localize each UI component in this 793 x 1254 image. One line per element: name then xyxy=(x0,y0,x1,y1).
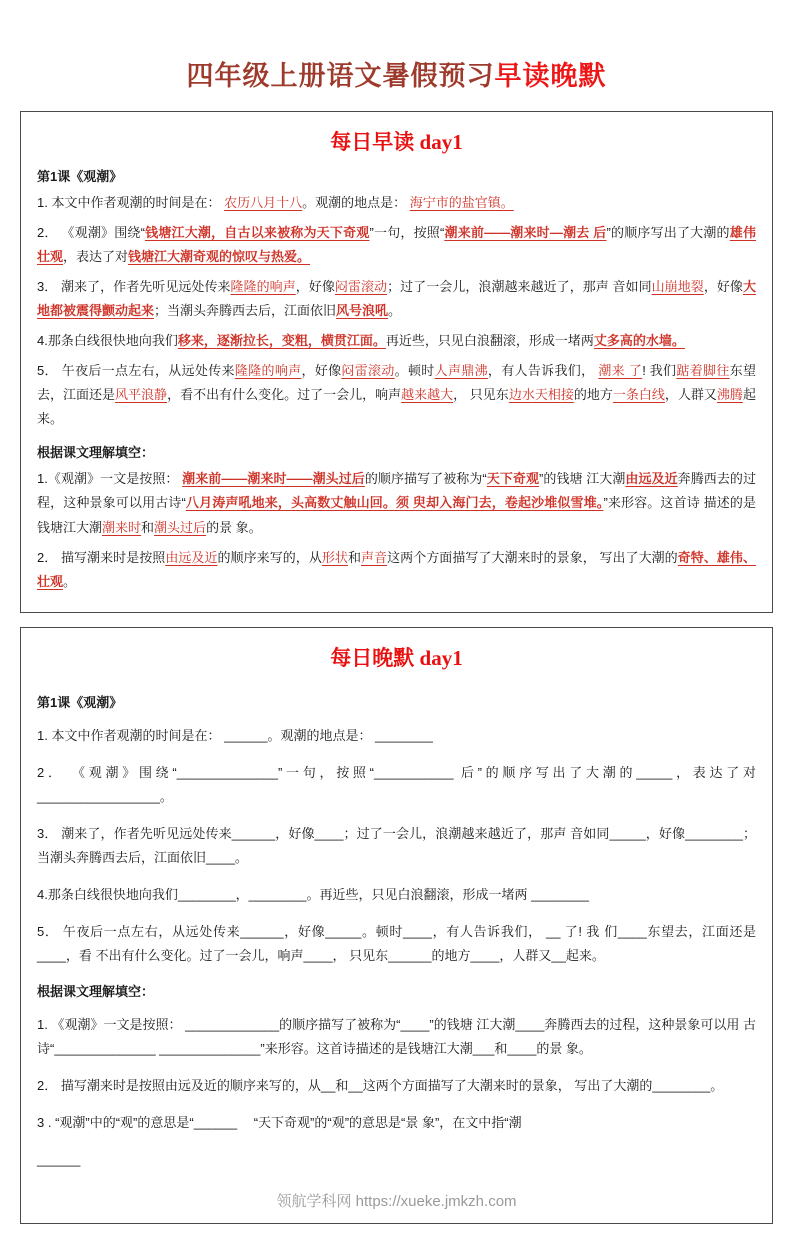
body-text: ，好像 xyxy=(703,279,743,295)
body-text: ，好像 xyxy=(295,279,335,295)
answer-text: 潮头过后 xyxy=(154,519,207,535)
morning-reading-section xyxy=(20,111,773,613)
answer-text: 奇特、雄伟、壮观 xyxy=(37,549,756,589)
answer-text: 人声鼎沸 xyxy=(434,363,488,379)
body-text: ， 只见东 xyxy=(453,387,509,403)
body-text: ! 我们 xyxy=(642,363,677,379)
body-text: 5． 午夜后一点左右，从远处传来______，好像_____。顿时____，有人告诉我们， __ 了! 我 们____东望去，江面还是____，看 不出有什么变化。过了一会儿，响声____， 只见东______的地方____，人群又__起来。 xyxy=(37,923,756,963)
body-text: 和 xyxy=(347,549,362,565)
answer-text: 由远及近 xyxy=(625,471,678,487)
answer-text: 形状 xyxy=(321,549,348,565)
body-text: ，表达了对 xyxy=(63,249,129,265)
answer-text: 钱塘江大潮，自古以来被称为天下奇观 xyxy=(144,225,370,241)
body-text: ，有人告诉我们， xyxy=(487,363,599,379)
body-text: 奔腾西去的过程，这种景象可以用古诗“ xyxy=(37,471,756,511)
body-text: 再近些，只见白浪翻滚，形成一堵两 xyxy=(385,333,594,349)
body-text: 和 xyxy=(141,519,155,535)
body-text: ；当潮头奔腾西去后，江面依旧 xyxy=(154,303,337,319)
answer-text: 边水天相接 xyxy=(508,387,574,403)
body-text: 4.那条白线很快地向我们________，________。再近些，只见白浪翻滚，形成一堵两 ________ xyxy=(37,886,589,902)
morning-lesson-title: 第1课《观潮》 xyxy=(37,169,123,184)
body-text: 2． 描写潮来时是按照由远及近的顺序来写的，从__和__这两个方面描写了大潮来时的景象， 写出了大潮的________。 xyxy=(37,1078,724,1094)
answer-text: 踮着脚往 xyxy=(676,363,730,379)
body-text: 东望去，江面还是 xyxy=(37,363,756,403)
body-text: ；过了一会儿，浪潮越来越近了，那声 音如同 xyxy=(387,279,652,295)
evening-paragraph-2 xyxy=(37,761,756,809)
body-text: 起来。 xyxy=(37,387,756,427)
answer-text: 钱塘江大潮奇观的惊叹与热爱。 xyxy=(128,249,311,265)
morning-paragraph-1 xyxy=(37,191,756,215)
body-text: 。 xyxy=(388,303,402,319)
body-text: 的地方 xyxy=(573,387,613,403)
morning-paragraph-3 xyxy=(37,275,756,323)
footer-watermark: 领航学科网 https://xueke.jmkzh.com xyxy=(276,1193,517,1211)
body-text: ”一句，按照“ xyxy=(369,225,445,241)
answer-text: 潮来前——潮来时—潮去 后 xyxy=(444,225,607,241)
answer-text: 雄伟壮观 xyxy=(37,225,756,265)
answer-text: 丈多高的水墙。 xyxy=(593,333,685,349)
body-text: 3 . “观潮”中的“观”的意思是“______ “天下奇观”的“观”的意思是“景 象”，在文中指“潮 xyxy=(37,1115,522,1131)
body-text: 2． 《观潮》围绕“______________”一句，按照“___________ 后”的顺序写出了大潮的_____，表达了对_________________。 xyxy=(37,764,756,804)
body-text: 。观潮的地点是： xyxy=(302,195,410,210)
body-text: 的顺序描写了被称为“ xyxy=(364,471,487,487)
body-text: 。 xyxy=(63,573,77,589)
morning-fill-paragraph-2 xyxy=(37,546,756,594)
answer-text: 沸腾 xyxy=(716,387,743,403)
morning-fill-paragraph-1 xyxy=(37,467,756,539)
body-text: 2． 描写潮来时是按照 xyxy=(37,549,166,565)
body-text: ”的顺序写出了大潮的 xyxy=(606,225,730,241)
answer-text: 越来越大 xyxy=(401,387,454,403)
morning-fill-blank-header: 根据课文理解填空： xyxy=(37,445,155,461)
evening-lesson-title: 第1课《观潮》 xyxy=(37,694,123,710)
body-text: 5． 午夜后一点左右，从远处传来 xyxy=(37,363,235,379)
morning-paragraph-4 xyxy=(37,329,756,353)
body-text: ，人群又 xyxy=(664,387,717,403)
evening-section-header: 每日晚默 day1 xyxy=(330,645,463,670)
answer-text: 八月涛声吼地来，头高数丈触山回。须 臾却入海门去，卷起沙堆似雪堆。 xyxy=(185,495,604,511)
answer-text: 天下奇观 xyxy=(486,471,540,487)
evening-paragraph-1 xyxy=(37,724,756,748)
answer-text: 移来，逐渐拉长，变粗，横贯江面。 xyxy=(177,333,386,349)
page-title-highlight: 早读晚默 xyxy=(494,61,607,91)
body-text: ”的钱塘 江大潮 xyxy=(539,471,626,487)
body-text: ，看不出有什么变化。过了一会儿，响声 xyxy=(167,387,402,403)
answer-text: 风平浪静 xyxy=(115,387,168,403)
body-text: 1. 本文中作者观潮的时间是在： ______。观潮的地点是： ________ xyxy=(37,727,433,743)
answer-text: 潮来时 xyxy=(102,519,142,535)
answer-text: 隆隆的响声 xyxy=(234,363,302,379)
answer-text: 声音 xyxy=(361,549,388,565)
evening-paragraph-4 xyxy=(37,883,756,907)
body-text: 1. 本文中作者观潮的时间是在： xyxy=(37,195,225,210)
answer-text: 风号浪吼 xyxy=(336,303,389,319)
morning-paragraph-2 xyxy=(37,221,756,269)
answer-text: 农历八月十八 xyxy=(224,195,303,210)
page-title-prefix: 四年级上册语文暑假预习 xyxy=(186,61,495,91)
evening-fill-paragraph-2 xyxy=(37,1074,756,1098)
morning-section-header: 每日早读 day1 xyxy=(330,130,463,154)
evening-dictation-section xyxy=(20,627,773,1225)
answer-text: 闷雷滚动 xyxy=(341,363,395,379)
page-title xyxy=(0,54,793,93)
body-text: ”来形容。这首诗 描述的是钱塘江大潮 xyxy=(37,495,756,535)
answer-text: 山崩地裂 xyxy=(651,279,704,295)
body-text: 2． 《观潮》围绕“ xyxy=(37,225,145,241)
body-text: 4.那条白线很快地向我们 xyxy=(37,333,178,349)
answer-text: 海宁市的盐官镇。 xyxy=(409,195,514,210)
body-text: ______ xyxy=(37,1152,81,1168)
answer-text: 隆隆的响声 xyxy=(230,279,296,295)
body-text: 。顿时 xyxy=(394,363,435,379)
body-text: 的景 象。 xyxy=(206,519,262,535)
body-text: 这两个方面描写了大潮来时的景象， 写出了大潮的 xyxy=(387,549,678,565)
body-text: 1. 《观潮》一文是按照： _____________的顺序描写了被称为“____”的钱塘 江大潮____奔腾西去的过程，这种景象可以用 古诗“______________ ______________”来形容。这首诗描述的是钱塘江大潮___和____的景 象。 xyxy=(37,1017,756,1057)
answer-text: 由远及近 xyxy=(165,549,218,565)
body-text: 3． 潮来了，作者先听见远处传来 xyxy=(37,279,231,295)
answer-text: 大地都被震得颤动起来 xyxy=(37,279,756,319)
evening-fill-paragraph-3 xyxy=(37,1111,756,1135)
evening-paragraph-3 xyxy=(37,822,756,870)
evening-fill-paragraph-3-blank xyxy=(37,1148,756,1172)
answer-text: 一条白线 xyxy=(612,387,665,403)
body-text: 1.《观潮》一文是按照： xyxy=(37,471,183,487)
body-text: 的顺序来写的，从 xyxy=(217,549,322,565)
answer-text: 潮来前——潮来时——潮头过后 xyxy=(182,471,365,487)
answer-text: 潮来 了 xyxy=(598,363,643,379)
evening-fill-blank-header: 根据课文理解填空： xyxy=(37,984,155,1000)
evening-paragraph-5 xyxy=(37,920,756,968)
answer-text: 闷雷滚动 xyxy=(334,279,388,295)
morning-paragraph-5 xyxy=(37,359,756,431)
body-text: 3． 潮来了，作者先听见远处传来______，好像____；过了一会儿，浪潮越来越近了，那声 音如同_____，好像________；当潮头奔腾西去后，江面依旧____。 xyxy=(37,825,756,865)
body-text: ，好像 xyxy=(301,363,342,379)
evening-fill-paragraph-1 xyxy=(37,1013,756,1061)
